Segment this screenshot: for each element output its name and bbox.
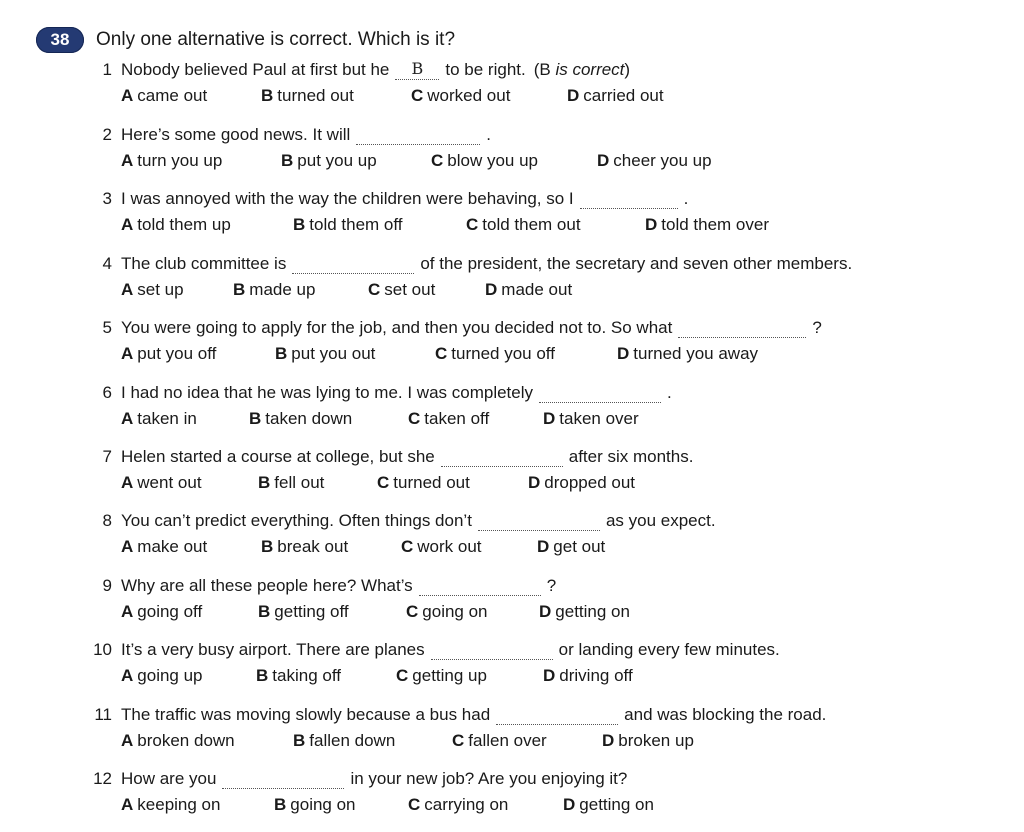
question-stem-after: . <box>683 189 689 208</box>
example-note-suffix: ) <box>624 60 631 79</box>
option-text: turned you away <box>633 344 759 363</box>
option-letter: A <box>121 666 134 685</box>
question-stem-before: It’s a very busy airport. There are planes <box>121 640 425 659</box>
answer-option-b[interactable] <box>258 473 324 493</box>
option-text: taken off <box>424 409 490 428</box>
answer-blank[interactable] <box>419 578 541 596</box>
option-text: set out <box>384 280 436 299</box>
answer-option-d[interactable] <box>537 537 605 557</box>
option-letter: C <box>406 602 419 621</box>
question-stem-before: The club committee is <box>121 254 287 273</box>
option-letter: D <box>563 795 576 814</box>
option-text: told them up <box>137 215 231 234</box>
answer-option-c[interactable] <box>466 215 581 235</box>
question-number: 3 <box>102 189 112 208</box>
answer-option-a[interactable] <box>121 280 184 300</box>
answer-option-a[interactable] <box>121 86 207 106</box>
answer-options <box>0 280 1024 306</box>
option-letter: D <box>543 666 556 685</box>
answer-option-c[interactable] <box>408 409 489 429</box>
question-stem-before: You can’t predict everything. Often things don’t <box>121 511 472 530</box>
question-stem-after: in your new job? Are you enjoying it? <box>350 769 628 788</box>
answer-option-c[interactable] <box>406 602 488 622</box>
option-letter: A <box>121 280 134 299</box>
exercise-number-badge: 38 <box>36 27 84 53</box>
answer-option-b[interactable] <box>275 344 375 364</box>
example-note-emphasis: is correct <box>555 60 625 79</box>
option-letter: A <box>121 795 134 814</box>
answer-option-d[interactable] <box>543 666 633 686</box>
question-number: 12 <box>93 769 112 788</box>
answer-options <box>0 795 1024 821</box>
answer-option-b[interactable] <box>293 215 403 235</box>
answer-blank[interactable] <box>478 513 600 531</box>
option-letter: C <box>377 473 390 492</box>
option-text: blow you up <box>447 151 539 170</box>
question-number: 11 <box>94 705 112 724</box>
option-text: going on <box>290 795 356 814</box>
answer-options <box>0 409 1024 435</box>
option-letter: C <box>396 666 409 685</box>
answer-option-a[interactable] <box>121 215 231 235</box>
question-item <box>0 254 1024 306</box>
question-text <box>121 254 852 274</box>
option-text: put you up <box>297 151 377 170</box>
answer-option-b[interactable] <box>261 537 348 557</box>
option-letter: B <box>233 280 246 299</box>
option-text: broken up <box>618 731 694 750</box>
question-number: 4 <box>102 254 112 273</box>
question-stem-after: ? <box>546 576 557 595</box>
answer-option-a[interactable] <box>121 151 222 171</box>
answer-option-d[interactable] <box>563 795 654 815</box>
option-text: fallen down <box>309 731 396 750</box>
answer-blank[interactable] <box>580 191 678 209</box>
answer-option-d[interactable] <box>567 86 664 106</box>
question-text <box>121 60 630 80</box>
option-letter: B <box>275 344 288 363</box>
option-text: put you out <box>291 344 376 363</box>
option-letter: D <box>567 86 580 105</box>
question-line <box>0 511 1024 537</box>
option-text: carrying on <box>424 795 509 814</box>
question-item <box>0 511 1024 563</box>
answer-blank[interactable] <box>441 449 563 467</box>
option-letter: B <box>258 473 271 492</box>
option-text: fallen over <box>468 731 547 750</box>
answer-options <box>0 473 1024 499</box>
option-letter: D <box>537 537 550 556</box>
option-letter: A <box>121 86 134 105</box>
option-letter: C <box>408 795 421 814</box>
option-text: dropped out <box>544 473 636 492</box>
option-text: told them off <box>309 215 403 234</box>
option-text: work out <box>417 537 482 556</box>
option-text: made out <box>501 280 573 299</box>
answer-options <box>0 151 1024 177</box>
option-letter: C <box>411 86 424 105</box>
answer-option-a[interactable] <box>121 537 207 557</box>
answer-options <box>0 86 1024 112</box>
question-stem-before: I was annoyed with the way the children were behaving, so I <box>121 189 574 208</box>
option-letter: B <box>261 537 274 556</box>
answer-option-b[interactable] <box>274 795 356 815</box>
question-stem-after: to be right. <box>445 60 526 79</box>
option-text: cheer you up <box>613 151 712 170</box>
answer-blank[interactable] <box>222 771 344 789</box>
option-letter: A <box>121 344 134 363</box>
answer-options <box>0 666 1024 692</box>
option-text: taken in <box>137 409 197 428</box>
question-text <box>121 769 627 789</box>
question-line <box>0 447 1024 473</box>
option-letter: D <box>528 473 541 492</box>
question-number: 9 <box>102 576 112 595</box>
option-text: taken down <box>265 409 353 428</box>
question-stem-before: Here’s some good news. It will <box>121 125 351 144</box>
question-stem-after: . <box>486 125 492 144</box>
option-letter: D <box>597 151 610 170</box>
question-text <box>121 576 556 596</box>
option-letter: B <box>258 602 271 621</box>
option-text: came out <box>137 86 208 105</box>
option-text: taken over <box>559 409 639 428</box>
answer-blank[interactable] <box>431 642 553 660</box>
option-letter: C <box>401 537 414 556</box>
option-text: turned out <box>393 473 470 492</box>
question-number: 1 <box>102 60 112 79</box>
option-letter: C <box>452 731 465 750</box>
option-text: told them over <box>661 215 770 234</box>
answer-option-a[interactable] <box>121 795 220 815</box>
question-text <box>121 383 672 403</box>
question-number: 8 <box>102 511 112 530</box>
question-line <box>0 640 1024 666</box>
option-text: turned out <box>277 86 354 105</box>
question-stem-before: How are you <box>121 769 217 788</box>
example-note <box>534 60 630 80</box>
option-text: taking off <box>272 666 341 685</box>
option-letter: A <box>121 151 134 170</box>
exercise-instructions: Only one alternative is correct. Which is it? <box>96 29 456 50</box>
answer-blank[interactable] <box>539 385 661 403</box>
option-text: made up <box>249 280 316 299</box>
option-letter: D <box>539 602 552 621</box>
answer-blank[interactable] <box>678 320 806 338</box>
question-text <box>121 318 822 338</box>
option-letter: D <box>617 344 630 363</box>
option-text: getting up <box>412 666 487 685</box>
question-item <box>0 383 1024 435</box>
option-letter: B <box>281 151 294 170</box>
option-text: turned you off <box>451 344 555 363</box>
answer-blank[interactable] <box>496 707 618 725</box>
option-text: going up <box>137 666 203 685</box>
option-text: turn you up <box>137 151 223 170</box>
answer-options <box>0 215 1024 241</box>
question-line <box>0 254 1024 280</box>
question-item <box>0 318 1024 370</box>
question-text <box>121 447 693 467</box>
answer-option-c[interactable] <box>431 151 538 171</box>
answer-option-a[interactable] <box>121 731 235 751</box>
question-number: 10 <box>93 640 112 659</box>
option-letter: C <box>466 215 479 234</box>
option-text: getting on <box>555 602 630 621</box>
option-letter: C <box>431 151 444 170</box>
answer-option-d[interactable] <box>645 215 769 235</box>
question-stem-after: as you expect. <box>605 511 716 530</box>
option-text: break out <box>277 537 349 556</box>
answer-option-c[interactable] <box>368 280 435 300</box>
question-line <box>0 189 1024 215</box>
answer-option-a[interactable] <box>121 473 202 493</box>
answer-option-b[interactable] <box>256 666 341 686</box>
option-letter: C <box>435 344 448 363</box>
exercise-header <box>36 26 455 54</box>
answer-option-b[interactable] <box>261 86 354 106</box>
question-stem-after: of the president, the secretary and seven other members. <box>420 254 853 273</box>
answer-option-a[interactable] <box>121 666 203 686</box>
question-stem-after: after six months. <box>568 447 694 466</box>
handwritten-answer: B <box>411 59 424 78</box>
question-item <box>0 640 1024 692</box>
answer-option-d[interactable] <box>485 280 572 300</box>
option-letter: B <box>261 86 274 105</box>
option-letter: D <box>485 280 498 299</box>
option-text: set up <box>137 280 184 299</box>
option-text: driving off <box>559 666 633 685</box>
question-line <box>0 705 1024 731</box>
question-line <box>0 318 1024 344</box>
answer-option-b[interactable] <box>281 151 377 171</box>
answer-option-a[interactable] <box>121 344 216 364</box>
question-stem-before: I had no idea that he was lying to me. I was completely <box>121 383 534 402</box>
question-text <box>121 125 491 145</box>
answer-option-c[interactable] <box>411 86 510 106</box>
answer-option-d[interactable] <box>597 151 712 171</box>
question-text <box>121 511 716 531</box>
answer-option-c[interactable] <box>401 537 482 557</box>
answer-option-b[interactable] <box>258 602 349 622</box>
option-text: get out <box>553 537 606 556</box>
option-letter: B <box>293 215 306 234</box>
answer-option-a[interactable] <box>121 602 202 622</box>
question-stem-after: ? <box>812 318 822 337</box>
option-text: broken down <box>137 731 235 750</box>
option-letter: A <box>121 731 134 750</box>
option-letter: C <box>368 280 381 299</box>
option-letter: B <box>249 409 262 428</box>
option-letter: B <box>256 666 269 685</box>
option-letter: B <box>274 795 287 814</box>
answer-option-d[interactable] <box>528 473 635 493</box>
answer-option-d[interactable] <box>539 602 630 622</box>
option-text: fell out <box>274 473 325 492</box>
answer-option-b[interactable] <box>249 409 352 429</box>
answer-option-b[interactable] <box>293 731 395 751</box>
question-item <box>0 60 1024 112</box>
option-text: put you off <box>137 344 217 363</box>
question-number: 7 <box>102 447 112 466</box>
question-line <box>0 769 1024 795</box>
option-text: getting off <box>274 602 349 621</box>
answer-option-c[interactable] <box>452 731 547 751</box>
option-letter: A <box>121 537 134 556</box>
question-item <box>0 125 1024 177</box>
question-stem-after: and was blocking the road. <box>624 705 827 724</box>
question-stem-before: Helen started a course at college, but she <box>121 447 435 466</box>
answer-option-c[interactable] <box>377 473 470 493</box>
question-stem-before: You were going to apply for the job, and then you decided not to. So what <box>121 318 673 337</box>
example-note-prefix: (B <box>533 60 556 79</box>
question-stem-before: Why are all these people here? What’s <box>121 576 413 595</box>
answer-option-c[interactable] <box>408 795 508 815</box>
question-line <box>0 576 1024 602</box>
answer-option-c[interactable] <box>396 666 487 686</box>
question-text <box>121 640 780 660</box>
option-letter: A <box>121 215 134 234</box>
question-line <box>0 383 1024 409</box>
option-text: went out <box>137 473 202 492</box>
option-letter: A <box>121 473 134 492</box>
option-text: keeping on <box>137 795 221 814</box>
answer-option-a[interactable] <box>121 409 197 429</box>
answer-option-b[interactable] <box>233 280 315 300</box>
question-number: 5 <box>102 318 112 337</box>
option-letter: D <box>543 409 556 428</box>
answer-option-d[interactable] <box>543 409 639 429</box>
question-stem-before: The traffic was moving slowly because a bus had <box>121 705 491 724</box>
option-text: going off <box>137 602 203 621</box>
option-text: carried out <box>583 86 664 105</box>
answer-option-c[interactable] <box>435 344 555 364</box>
question-item <box>0 705 1024 757</box>
option-letter: D <box>602 731 615 750</box>
answer-options <box>0 344 1024 370</box>
answer-options <box>0 602 1024 628</box>
question-item <box>0 447 1024 499</box>
option-letter: A <box>121 409 134 428</box>
option-text: worked out <box>427 86 511 105</box>
question-stem-after: . <box>667 383 672 402</box>
question-text <box>121 189 688 209</box>
option-text: getting on <box>579 795 654 814</box>
question-stem-before: Nobody believed Paul at first but he <box>121 60 390 79</box>
option-letter: C <box>408 409 421 428</box>
question-item <box>0 189 1024 241</box>
answer-blank[interactable] <box>292 256 414 274</box>
answer-options <box>0 537 1024 563</box>
option-text: going on <box>422 602 488 621</box>
question-item <box>0 769 1024 821</box>
answer-blank[interactable] <box>356 127 480 145</box>
answer-options <box>0 731 1024 757</box>
question-line <box>0 125 1024 151</box>
option-letter: A <box>121 602 134 621</box>
question-stem-after: or landing every few minutes. <box>558 640 780 659</box>
question-number: 2 <box>102 125 112 144</box>
question-item <box>0 576 1024 628</box>
option-text: told them out <box>482 215 581 234</box>
option-letter: D <box>645 215 658 234</box>
question-text <box>121 705 826 725</box>
question-line <box>0 60 1024 86</box>
answer-option-d[interactable] <box>617 344 758 364</box>
option-letter: B <box>293 731 306 750</box>
answer-option-d[interactable] <box>602 731 694 751</box>
answer-blank[interactable] <box>395 59 439 80</box>
question-number: 6 <box>102 383 112 402</box>
option-text: make out <box>137 537 208 556</box>
